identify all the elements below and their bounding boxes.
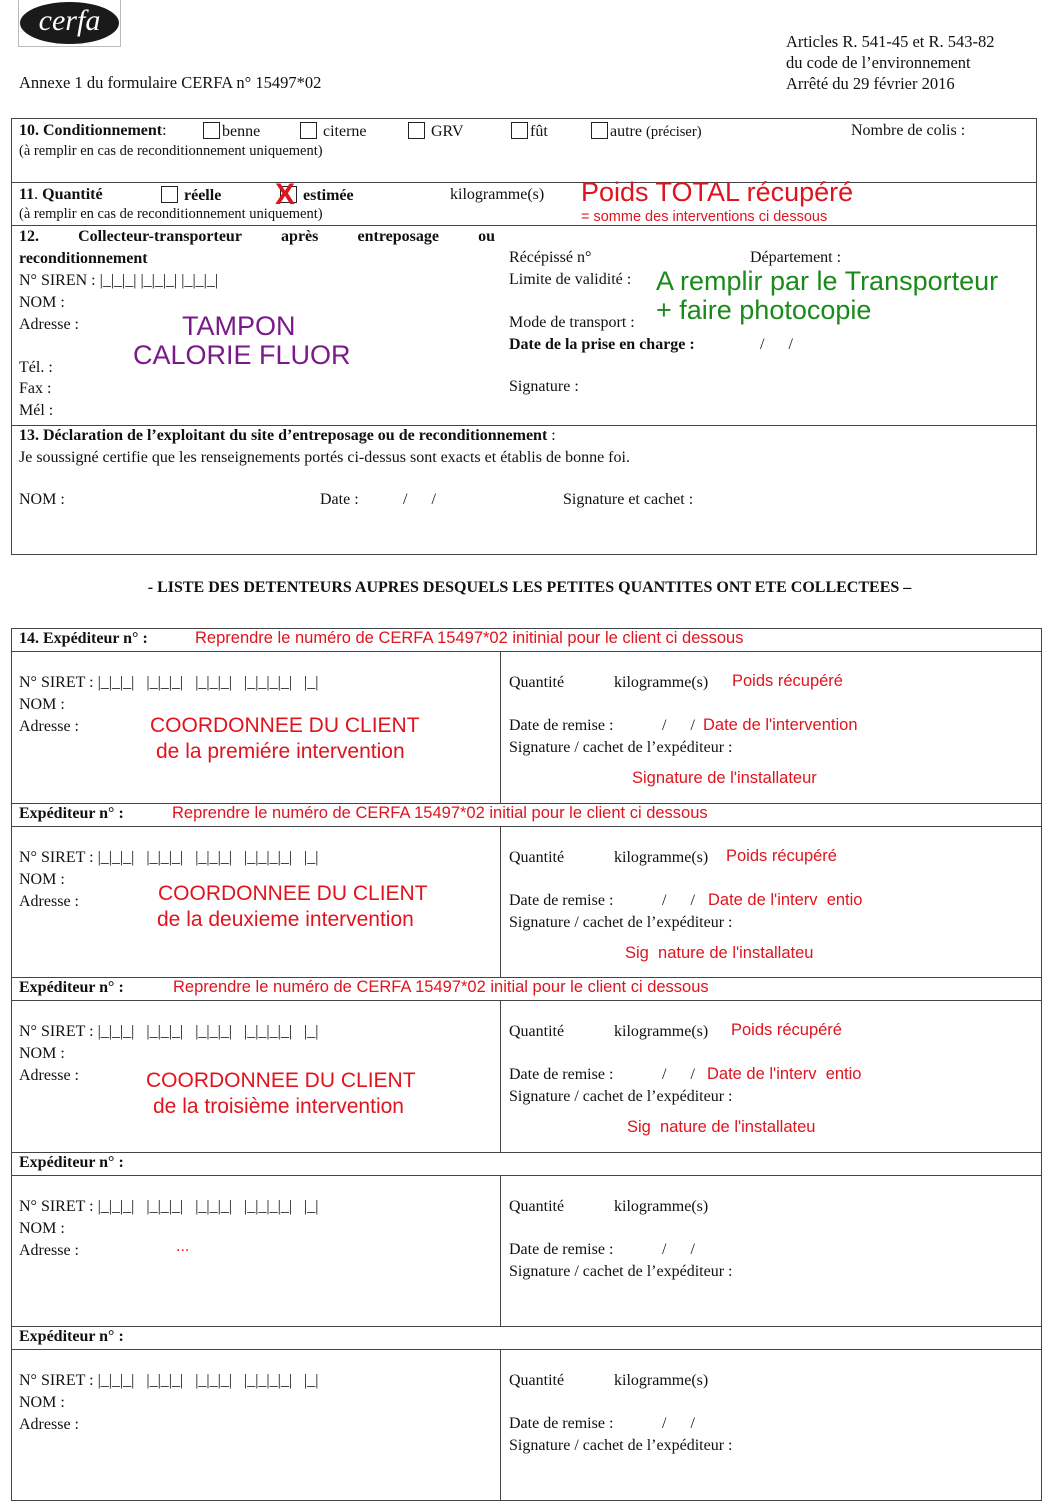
unit-label: kilogramme(s) [614,1372,709,1389]
siret-field[interactable] [19,1372,318,1390]
nom-label: NOM : [19,696,65,713]
quantite-label: Quantité [509,674,565,691]
section-13-date-label: Date : [320,491,359,508]
divider [11,651,1042,652]
title-word: Collecteur-transporteur [78,228,242,245]
poids-annotation: Poids récupéré [732,672,843,690]
option-label: GRV [431,123,464,140]
date-remise-label: Date de remise : [509,1241,614,1258]
signature-annotation: Sig nature de l'installateu [627,1118,816,1136]
siret-label: N° SIRET : [19,674,94,691]
adresse-label: Adresse : [19,1067,79,1084]
section-11-number: 11 [19,186,35,203]
articles-line-1: Articles R. 541-45 et R. 543-82 [786,32,995,51]
date-remise-label: Date de remise : [509,1066,614,1083]
nom-label: NOM : [19,1394,65,1411]
signature-annotation: Sig nature de l'installateu [625,944,814,962]
signature-cachet-label: Signature / cachet de l’expéditeur : [509,1263,733,1280]
signature-cachet-label: Signature / cachet de l’expéditeur : [509,1088,733,1105]
section-13-title: 13. Déclaration de l’exploitant du site d’entreposage ou de reconditionnement [19,427,548,444]
section-12-title-line2: reconditionnement [19,250,148,267]
option-label: fût [530,123,548,140]
column-divider [500,1175,501,1327]
client-annotation-line-2: de la troisième intervention [153,1095,404,1118]
option-label: estimée [303,187,354,204]
siret-boxes[interactable]: |_|_|_| |_|_|_| |_|_|_| |_|_|_|_| |_| [97,1023,319,1040]
date-prise-value[interactable]: / / [760,336,793,353]
date-prise-label: Date de la prise en charge : [509,336,695,353]
date-remise-value[interactable]: / / [662,1066,695,1083]
poids-annotation: Poids récupéré [731,1021,842,1039]
annex-title: Annexe 1 du formulaire CERFA n° 15497*02 [19,73,322,92]
date-annotation: Date de l'intervention [703,716,858,734]
date-remise-label: Date de remise : [509,892,614,909]
section-13-statement: Je soussigné certifie que les renseignements portés ci-dessus sont exacts et établis de bonne foi. [19,449,630,466]
tel-label: Tél. : [19,359,53,376]
title-word: entreposage [357,228,439,245]
expediteur-number-label: Expéditeur n° : [19,979,124,996]
annotation-sum-note: = somme des interventions ci dessous [581,209,828,225]
unit-label: kilogramme(s) [614,849,709,866]
client-annotation-line-1: COORDONNEE DU CLIENT [158,882,428,905]
legal-references [786,31,995,94]
title-word: 12. [19,228,39,245]
date-remise-value[interactable]: / / [662,717,695,734]
column-divider [500,651,501,804]
column-divider [500,1349,501,1501]
unit-label: kilogramme(s) [614,674,709,691]
section-10-title: 10. Conditionnement [19,122,163,139]
quantite-label: Quantité [509,849,565,866]
checkbox-citerne[interactable] [300,122,317,139]
section-13-title-row [19,427,556,445]
date-remise-label: Date de remise : [509,1415,614,1432]
siret-boxes[interactable]: |_|_|_| |_|_|_| |_|_|_| |_|_|_|_| |_| [97,1198,319,1215]
option-fut[interactable] [511,122,548,141]
divider [11,1175,1042,1176]
siret-field[interactable] [19,1023,318,1041]
date-remise-value[interactable]: / / [662,1241,695,1258]
articles-line-3: Arrêté du 29 février 2016 [786,74,955,93]
siret-boxes[interactable]: |_|_|_| |_|_|_| |_|_|_| |_|_|_|_| |_| [97,674,319,691]
annotation-transporter: A remplir par le Transporteur [656,266,999,296]
siret-field[interactable] [19,674,318,692]
option-label: benne [222,123,261,140]
section-10-colon: : [162,122,167,139]
colon: : [551,427,556,444]
option-label: citerne [323,123,367,140]
expediteur-number-label: Expéditeur n° : [19,1154,124,1171]
siret-label: N° SIRET : [19,1023,94,1040]
expediteur-number-label: Expéditeur n° : [19,805,124,822]
stamp-line-1: TAMPON [182,311,296,341]
mel-label: Mél : [19,402,54,419]
annotation-total-weight: Poids TOTAL récupéré [581,177,854,207]
validite-label: Limite de validité : [509,271,632,288]
expediteur-number-note: Reprendre le numéro de CERFA 15497*02 initinial pour le client ci dessous [195,629,744,647]
option-citerne[interactable] [300,122,367,141]
adresse-label: Adresse : [19,1416,79,1433]
siret-field[interactable] [19,1198,318,1216]
checkbox-grv[interactable] [408,122,425,139]
articles-line-2: du code de l’environnement [786,53,971,72]
unit-label: kilogramme(s) [450,186,545,203]
expediteur-block [11,1152,1042,1327]
expediteur-block [11,1326,1042,1501]
adresse-label: Adresse : [19,893,79,910]
expediteur-number-note: Reprendre le numéro de CERFA 15497*02 initial pour le client ci dessous [173,978,709,996]
unit-label: kilogramme(s) [614,1198,709,1215]
signature-cachet-label: Signature / cachet de l’expéditeur : [509,1437,733,1454]
check-mark-icon: X [275,178,296,211]
nom-label: NOM : [19,294,65,311]
stamp-line-2: CALORIE FLUOR [133,340,351,370]
annotation-photocopy: + faire photocopie [656,295,872,325]
departement-label: Département : [750,249,842,266]
siret-label: N° SIRET : [19,1372,94,1389]
section-11-note: (à remplir en cas de reconditionnement uniquement) [19,206,323,222]
checkbox-benne[interactable] [203,122,220,139]
section-11-title: 11. Quantité [19,186,103,203]
option-grv[interactable] [408,122,464,141]
siren-label: N° SIREN : [19,272,96,289]
expediteur-number-label: Expéditeur n° : [19,1328,124,1345]
logo-text: cerfa [38,4,101,37]
divider [11,826,1042,827]
siret-label: N° SIRET : [19,1198,94,1215]
quantite-label: Quantité [509,1023,565,1040]
expediteur-number-note: Reprendre le numéro de CERFA 15497*02 initial pour le client ci dessous [172,804,708,822]
fax-label: Fax : [19,380,52,397]
nom-label: NOM : [19,1045,65,1062]
section-10-note: (à remplir en cas de reconditionnement uniquement) [19,143,323,159]
client-annotation-line-1: COORDONNEE DU CLIENT [150,714,420,737]
client-annotation-line-1: ... [176,1238,190,1255]
section-13-date-value[interactable]: / / [403,491,436,508]
title-word: ou [478,228,495,245]
date-annotation: Date de l'interv entio [708,891,863,909]
divider [11,1349,1042,1350]
checkbox-reelle[interactable] [161,186,178,203]
nom-label: NOM : [19,1220,65,1237]
checkbox-autre[interactable] [591,122,608,139]
siret-boxes[interactable]: |_|_|_| |_|_|_| |_|_|_| |_|_|_|_| |_| [97,849,319,866]
quantite-label: Quantité [509,1198,565,1215]
section-10 [19,122,167,140]
client-annotation-line-1: COORDONNEE DU CLIENT [146,1069,416,1092]
column-divider [500,826,501,978]
mode-transport-label: Mode de transport : [509,314,635,331]
divider [11,225,1037,226]
recepisse-label: Récépissé n° [509,249,592,266]
nom-label: NOM : [19,871,65,888]
divider [11,425,1037,426]
autre-hint: (préciser) [645,124,702,140]
date-remise-value[interactable]: / / [662,892,695,909]
signature-cachet-label: Signature / cachet de l’expéditeur : [509,739,733,756]
colis-label: Nombre de colis : [851,122,966,139]
adresse-label: Adresse : [19,718,79,735]
divider [11,182,1037,183]
siren-boxes[interactable]: |_|_|_| |_|_|_| |_|_|_| [99,272,219,289]
section-13-signature-label: Signature et cachet : [563,491,694,508]
holders-list-title: - LISTE DES DETENTEURS AUPRES DESQUELS LES PETITES QUANTITES ONT ETE COLLECTEES – [147,579,912,596]
option-benne[interactable] [203,122,260,141]
option-label: autre [610,123,642,140]
date-remise-label: Date de remise : [509,717,614,734]
signature-cachet-label: Signature / cachet de l’expéditeur : [509,914,733,931]
siret-label: N° SIRET : [19,849,94,866]
siret-boxes[interactable]: |_|_|_| |_|_|_| |_|_|_| |_|_|_|_| |_| [97,1372,319,1389]
section-12-title [19,228,495,246]
client-annotation-line-2: de la deuxieme intervention [157,908,414,931]
checkbox-fut[interactable] [511,122,528,139]
client-annotation-line-2: de la premiére intervention [156,740,405,763]
signature-label: Signature : [509,378,579,395]
divider [11,1000,1042,1001]
option-reelle[interactable] [161,186,221,205]
expediteur-block [11,977,1042,1153]
adresse-label: Adresse : [19,1242,79,1259]
poids-annotation: Poids récupéré [726,847,837,865]
quantite-label: Quantité [509,1372,565,1389]
date-remise-value[interactable]: / / [662,1415,695,1432]
cerfa-logo [18,0,121,47]
expediteur-number-label: 14. Expéditeur n° : [19,630,148,647]
siret-field[interactable] [19,849,318,867]
option-autre[interactable] [591,122,702,141]
section-13-nom-label: NOM : [19,491,65,508]
option-label: réelle [184,187,222,204]
signature-annotation: Signature de l'installateur [632,769,817,787]
adresse-label: Adresse : [19,316,79,333]
column-divider [500,1000,501,1153]
unit-label: kilogramme(s) [614,1023,709,1040]
date-annotation: Date de l'interv entio [707,1065,862,1083]
siren-field[interactable] [19,272,218,290]
title-word: après [281,228,319,245]
